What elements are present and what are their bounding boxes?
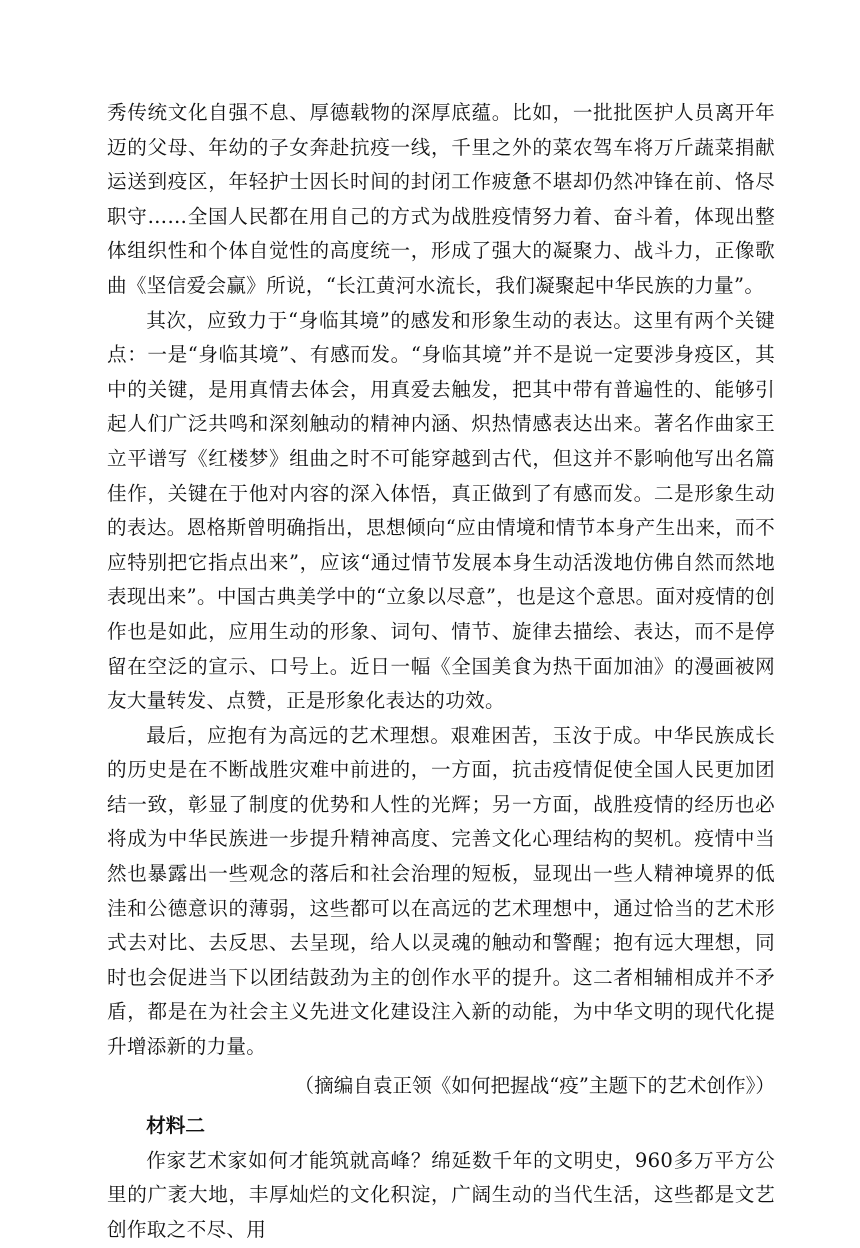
paragraph-final-point: 最后，应抱有为高远的艺术理想。艰难困苦，玉汝于成。中华民族成长的历史是在不断战胜灾难中前进的，一方面，抗击疫情促使全国人民更加团结一致，彰显了制度的优势和人性的光辉；另一方面，战胜疫情的经历也必将成为中华民族进一步提升精神高度、完善文化心理结构的契机。疫情中当然也暴露出一些观念的落后和社会治理的短板，显现出一些人精神境界的低洼和公德意识的薄弱，这些都可以在高远的艺术理想中，通过恰当的艺术形式去对比、去反思、去呈现，给人以灵魂的触动和警醒；抱有远大理想，同时也会促进当下以团结鼓劲为主的创作水平的提升。这二者相辅相成并不矛盾，都是在为社会主义先进文化建设注入新的动能，为中华文明的现代化提升增添新的力量。: [107, 723, 775, 1059]
document-page: [107, 96, 775, 1248]
section-heading: 材料二: [146, 1114, 205, 1138]
paragraph-continuation: 秀传统文化自强不息、厚德载物的深厚底蕴。比如，一批批医护人员离开年迈的父母、年幼的子女奔赴抗疫一线，千里之外的菜农驾车将万斤蔬菜捐献运送到疫区，年轻护士因长时间的封闭工作疲惫不堪却仍然冲锋在前、恪尽职守……全国人民都在用自己的方式为战胜疫情努力着、奋斗着，体现出整体组织性和个体自觉性的高度统一，形成了强大的凝聚力、战斗力，正像歌曲《坚信爱会赢》所说，“长江黄河水流长，我们凝聚起中华民族的力量”。: [107, 101, 775, 297]
paragraph-second-point: 其次，应致力于“身临其境”的感发和形象生动的表达。这里有两个关键点：一是“身临其境”、有感而发。“身临其境”并不是说一定要涉身疫区，其中的关键，是用真情去体会，用真爱去触发，把其中带有普遍性的、能够引起人们广泛共鸣和深刻触动的精神内涵、炽热情感表达出来。著名作曲家王立平谱写《红楼梦》组曲之时不可能穿越到古代，但这并不影响他写出名篇佳作，关键在于他对内容的深入体悟，真正做到了有感而发。二是形象生动的表达。恩格斯曾明确指出，思想倾向“应由情境和情节本身产生出来，而不应特别把它指点出来”，应该“通过情节发展本身生动活泼地仿佛自然而然地表现出来”。中国古典美学中的“立象以尽意”，也是这个意思。面对疫情的创作也是如此，应用生动的形象、词句、情节、旋律去描绘、表达，而不是停留在空泛的宣示、口号上。近日一幅《全国美食为热干面加油》的漫画被网友大量转发、点赞，正是形象化表达的功效。: [107, 308, 775, 713]
source-citation: （摘编自袁正领《如何把握战“疫”主题下的艺术创作》）: [294, 1073, 775, 1097]
paragraph-material-two: 作家艺术家如何才能筑就高峰？绵延数千年的文明史，960多万平方公里的广袤大地，丰厚灿烂的文化积淀，广阔生动的当代生活，这些都是文艺创作取之不尽、用: [107, 1148, 775, 1241]
